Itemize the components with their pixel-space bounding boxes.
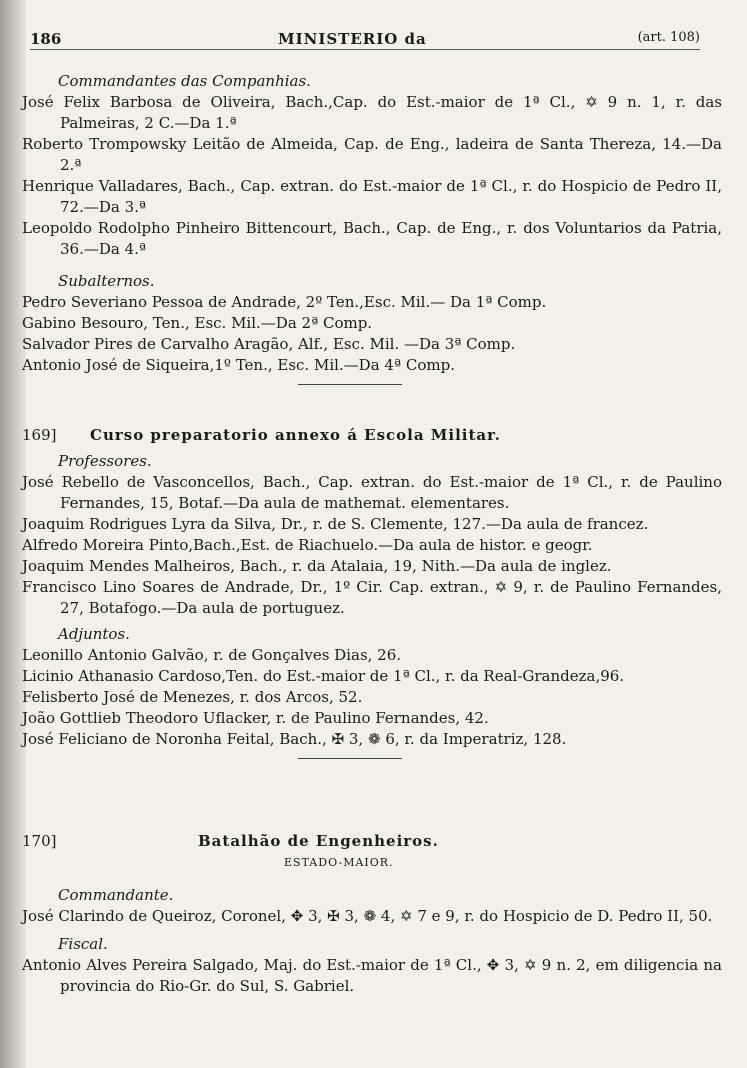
list-item: Joaquim Mendes Malheiros, Bach., r. da Atalaia, 19, Nith.—Da aula de inglez. — [22, 557, 612, 575]
list-item: José Felix Barbosa de Oliveira, Bach.,Cap. do Est.-maior de 1ª Cl., ✡ 9 n. 1, r. das Palmeiras, 2 C.—Da 1.ª — [22, 93, 722, 132]
list-item: José Feliciano de Noronha Feital, Bach., ✠ 3, ❁ 6, r. da Imperatriz, 128. — [22, 730, 567, 748]
section-heading — [22, 832, 722, 884]
list-item: Felisberto José de Menezes, r. dos Arcos, 52. — [22, 688, 363, 706]
list-item: Pedro Severiano Pessoa de Andrade, 2º Ten.,Esc. Mil.— Da 1ª Comp. — [22, 293, 547, 311]
subheading-fiscal: Fiscal. — [58, 935, 108, 953]
section-divider — [298, 384, 402, 385]
subheading-commandantes: Commandantes das Companhias. — [58, 72, 311, 90]
list-item: Francisco Lino Soares de Andrade, Dr., 1º Cir. Cap. extran., ✡ 9, r. de Paulino Fernandes, 27, Botafogo.—Da aula de portuguez. — [22, 578, 722, 617]
section-subtitle: ESTADO-MAIOR. — [284, 856, 394, 869]
list-item: João Gottlieb Theodoro Uflacker, r. de Paulino Fernandes, 42. — [22, 709, 489, 727]
list-item: Antonio Alves Pereira Salgado, Maj. do Est.-maior de 1ª Cl., ✥ 3, ✡ 9 n. 2, em diligencia na provincia do Rio-Gr. do Sul, S. Gabriel. — [22, 956, 722, 995]
page-header — [30, 30, 730, 52]
article-reference: (art. 108) — [637, 30, 700, 45]
subheading-subalternos: Subalternos. — [58, 272, 155, 290]
running-title: MINISTERIO da — [278, 30, 427, 48]
subheading-professores: Professores. — [58, 452, 152, 470]
list-item: José Rebello de Vasconcellos, Bach., Cap. extran. do Est.-maior de 1ª Cl., r. de Paulino Fernandes, 15, Botaf.—Da aula de mathemat. elementares. — [22, 473, 722, 512]
section-companhias — [22, 70, 722, 385]
section-batalhao-engenheiros — [22, 832, 722, 997]
section-title: Curso preparatorio annexo á Escola Militar. — [90, 426, 501, 444]
list-item: Leonillo Antonio Galvão, r. de Gonçalves Dias, 26. — [22, 646, 402, 664]
list-item: Gabino Besouro, Ten., Esc. Mil.—Da 2ª Comp. — [22, 314, 373, 332]
subheading-adjuntos: Adjuntos. — [58, 625, 130, 643]
list-item: Antonio José de Siqueira,1º Ten., Esc. Mil.—Da 4ª Comp. — [22, 356, 455, 374]
subheading-commandante: Commandante. — [58, 886, 174, 904]
list-item: Salvador Pires de Carvalho Aragão, Alf., Esc. Mil. —Da 3ª Comp. — [22, 335, 516, 353]
list-item: Roberto Trompowsky Leitão de Almeida, Cap. de Eng., ladeira de Santa Thereza, 14.—Da 2.ª — [22, 135, 722, 174]
section-number: 170] — [22, 832, 57, 850]
page-number: 186 — [30, 30, 62, 48]
list-item: Joaquim Rodrigues Lyra da Silva, Dr., r. de S. Clemente, 127.—Da aula de francez. — [22, 515, 649, 533]
section-title: Batalhão de Engenheiros. — [198, 832, 439, 850]
section-curso-preparatorio — [22, 426, 722, 759]
list-item: Leopoldo Rodolpho Pinheiro Bittencourt, Bach., Cap. de Eng., r. dos Voluntarios da Patria, 36.—Da 4.ª — [22, 219, 722, 258]
header-rule — [30, 49, 700, 50]
section-number: 169] — [22, 426, 57, 444]
section-divider — [298, 758, 402, 759]
list-item: José Clarindo de Queiroz, Coronel, ✥ 3, ✠ 3, ❁ 4, ✡ 7 e 9, r. do Hospicio de D. Pedro II, 50. — [22, 907, 713, 925]
page — [22, 0, 734, 1068]
section-heading — [22, 426, 722, 450]
list-item: Henrique Valladares, Bach., Cap. extran. do Est.-maior de 1ª Cl., r. do Hospicio de Pedro II, 72.—Da 3.ª — [22, 177, 722, 216]
list-item: Alfredo Moreira Pinto,Bach.,Est. de Riachuelo.—Da aula de histor. e geogr. — [22, 536, 593, 554]
list-item: Licinio Athanasio Cardoso,Ten. do Est.-maior de 1ª Cl., r. da Real-Grandeza,96. — [22, 667, 625, 685]
